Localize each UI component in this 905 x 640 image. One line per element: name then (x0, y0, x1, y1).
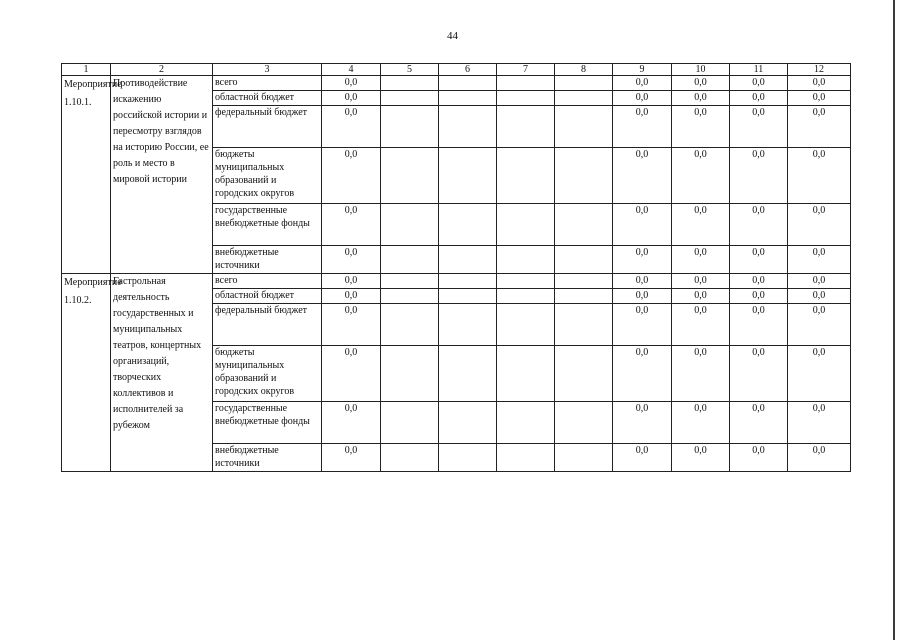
header-cell: 7 (497, 64, 555, 76)
value-cell: 0,0 (322, 91, 381, 106)
value-cell: 0,0 (322, 246, 381, 274)
measure-description-cell: Гастрольная деятельность государственных и муниципальных театров, концертных организаций, творческих коллективов и исполнителей за рубежом (111, 274, 213, 472)
value-cell (381, 76, 439, 91)
value-cell (381, 274, 439, 289)
value-cell (439, 246, 497, 274)
value-cell: 0,0 (613, 346, 672, 402)
value-cell (497, 76, 555, 91)
measure-code-cell: Мероприятие 1.10.1. (62, 76, 111, 274)
value-cell: 0,0 (788, 246, 851, 274)
value-cell (497, 91, 555, 106)
value-cell (439, 444, 497, 472)
header-cell: 1 (62, 64, 111, 76)
value-cell: 0,0 (788, 91, 851, 106)
value-cell: 0,0 (730, 289, 788, 304)
value-cell: 0,0 (672, 346, 730, 402)
value-cell: 0,0 (730, 246, 788, 274)
table-row (62, 274, 851, 289)
funding-source-cell: внебюджетные источники (213, 444, 322, 472)
value-cell: 0,0 (322, 148, 381, 204)
value-cell: 0,0 (730, 106, 788, 148)
header-cell: 8 (555, 64, 613, 76)
value-cell (497, 304, 555, 346)
value-cell (381, 204, 439, 246)
value-cell (439, 289, 497, 304)
value-cell: 0,0 (672, 204, 730, 246)
table-row (62, 76, 851, 91)
value-cell: 0,0 (322, 402, 381, 444)
value-cell: 0,0 (730, 444, 788, 472)
value-cell: 0,0 (788, 289, 851, 304)
value-cell: 0,0 (730, 274, 788, 289)
value-cell: 0,0 (322, 346, 381, 402)
header-cell: 2 (111, 64, 213, 76)
value-cell (497, 402, 555, 444)
value-cell (555, 246, 613, 274)
value-cell (555, 106, 613, 148)
value-cell (555, 346, 613, 402)
value-cell: 0,0 (730, 346, 788, 402)
header-cell: 10 (672, 64, 730, 76)
value-cell: 0,0 (788, 274, 851, 289)
value-cell (381, 304, 439, 346)
value-cell: 0,0 (672, 91, 730, 106)
value-cell (497, 289, 555, 304)
value-cell: 0,0 (613, 76, 672, 91)
value-cell: 0,0 (322, 274, 381, 289)
value-cell: 0,0 (322, 106, 381, 148)
header-cell: 11 (730, 64, 788, 76)
value-cell (555, 402, 613, 444)
value-cell (381, 91, 439, 106)
value-cell: 0,0 (788, 346, 851, 402)
value-cell (439, 91, 497, 106)
header-cell: 5 (381, 64, 439, 76)
value-cell: 0,0 (613, 289, 672, 304)
value-cell (555, 289, 613, 304)
header-cell: 3 (213, 64, 322, 76)
header-cell: 4 (322, 64, 381, 76)
value-cell (497, 246, 555, 274)
value-cell (497, 346, 555, 402)
funding-source-cell: государственные внебюджетные фонды (213, 402, 322, 444)
funding-source-cell: областной бюджет (213, 289, 322, 304)
header-row (62, 64, 851, 76)
value-cell (381, 444, 439, 472)
value-cell (555, 91, 613, 106)
value-cell: 0,0 (672, 274, 730, 289)
measure-description-cell: Противодействие искажению российской истории и пересмотру взглядов на историю России, ее роль и место в мировой истории (111, 76, 213, 274)
value-cell (497, 204, 555, 246)
value-cell (497, 274, 555, 289)
value-cell (439, 148, 497, 204)
value-cell: 0,0 (613, 402, 672, 444)
value-cell: 0,0 (613, 304, 672, 346)
value-cell: 0,0 (788, 148, 851, 204)
value-cell: 0,0 (613, 106, 672, 148)
value-cell: 0,0 (672, 289, 730, 304)
funding-source-cell: федеральный бюджет (213, 106, 322, 148)
value-cell: 0,0 (788, 106, 851, 148)
value-cell: 0,0 (322, 204, 381, 246)
value-cell (381, 289, 439, 304)
scan-edge-line (893, 0, 895, 640)
value-cell (555, 304, 613, 346)
value-cell (555, 444, 613, 472)
value-cell (439, 346, 497, 402)
funding-source-cell: внебюджетные источники (213, 246, 322, 274)
value-cell: 0,0 (322, 76, 381, 91)
value-cell: 0,0 (672, 304, 730, 346)
value-cell: 0,0 (322, 444, 381, 472)
funding-source-cell: государственные внебюджетные фонды (213, 204, 322, 246)
value-cell: 0,0 (613, 246, 672, 274)
value-cell (439, 106, 497, 148)
header-cell: 6 (439, 64, 497, 76)
budget-table (61, 63, 851, 472)
value-cell (555, 148, 613, 204)
value-cell: 0,0 (788, 304, 851, 346)
value-cell: 0,0 (730, 91, 788, 106)
measure-code-cell: Мероприятие 1.10.2. (62, 274, 111, 472)
value-cell: 0,0 (788, 204, 851, 246)
value-cell: 0,0 (613, 444, 672, 472)
value-cell (381, 246, 439, 274)
value-cell: 0,0 (672, 444, 730, 472)
value-cell (439, 402, 497, 444)
value-cell: 0,0 (613, 148, 672, 204)
value-cell: 0,0 (613, 274, 672, 289)
table-body (62, 64, 851, 472)
value-cell (439, 304, 497, 346)
funding-source-cell: бюджеты муниципальных образований и городских округов (213, 148, 322, 204)
value-cell: 0,0 (730, 304, 788, 346)
header-cell: 12 (788, 64, 851, 76)
value-cell: 0,0 (672, 76, 730, 91)
value-cell: 0,0 (672, 106, 730, 148)
value-cell: 0,0 (730, 204, 788, 246)
value-cell: 0,0 (613, 204, 672, 246)
value-cell (439, 274, 497, 289)
value-cell (497, 106, 555, 148)
value-cell (381, 106, 439, 148)
value-cell: 0,0 (730, 76, 788, 91)
value-cell: 0,0 (788, 444, 851, 472)
value-cell (497, 444, 555, 472)
funding-source-cell: областной бюджет (213, 91, 322, 106)
value-cell: 0,0 (672, 402, 730, 444)
funding-source-cell: бюджеты муниципальных образований и городских округов (213, 346, 322, 402)
value-cell: 0,0 (672, 148, 730, 204)
funding-source-cell: всего (213, 76, 322, 91)
value-cell (555, 76, 613, 91)
value-cell: 0,0 (613, 91, 672, 106)
value-cell: 0,0 (788, 76, 851, 91)
value-cell (439, 204, 497, 246)
value-cell: 0,0 (730, 148, 788, 204)
value-cell (381, 346, 439, 402)
value-cell (555, 274, 613, 289)
value-cell (497, 148, 555, 204)
header-cell: 9 (613, 64, 672, 76)
value-cell (381, 148, 439, 204)
value-cell (439, 76, 497, 91)
value-cell: 0,0 (788, 402, 851, 444)
funding-source-cell: федеральный бюджет (213, 304, 322, 346)
value-cell: 0,0 (322, 289, 381, 304)
value-cell: 0,0 (672, 246, 730, 274)
value-cell: 0,0 (730, 402, 788, 444)
value-cell (555, 204, 613, 246)
funding-source-cell: всего (213, 274, 322, 289)
value-cell (381, 402, 439, 444)
value-cell: 0,0 (322, 304, 381, 346)
page-number: 44 (447, 30, 458, 42)
